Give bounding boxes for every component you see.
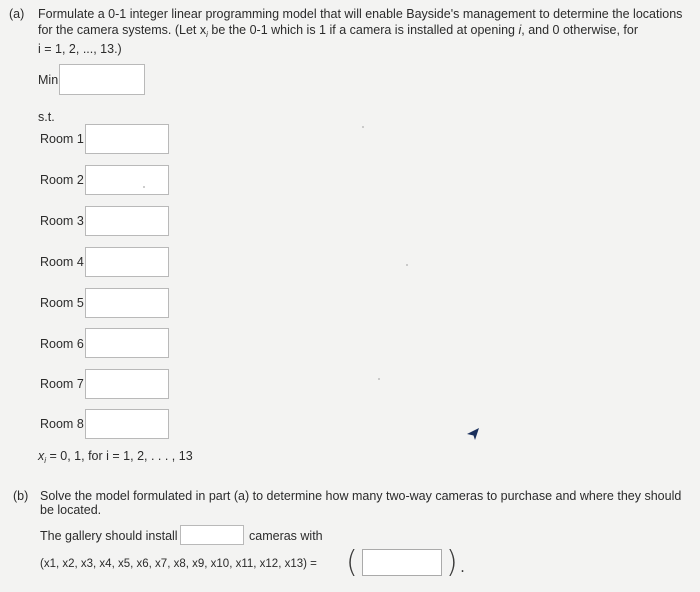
st-label: s.t. <box>38 110 55 124</box>
room-3-label: Room 3 <box>40 214 84 228</box>
objective-input[interactable] <box>59 64 145 95</box>
line2-mid: be the 0-1 which is 1 if a camera is installed at opening <box>207 23 519 37</box>
domain-line: $x_i = 0$, 1, for i = 1, 2, . . . , 13 <box>38 449 193 465</box>
room-6-label: Room 6 <box>40 337 84 351</box>
speck <box>378 378 380 380</box>
part-b-label: (b) <box>13 489 29 503</box>
room-2-label: Room 2 <box>40 173 84 187</box>
room-2-constraint-input[interactable] <box>85 165 169 195</box>
room-3-constraint-input[interactable] <box>85 206 169 236</box>
room-7-constraint-input[interactable] <box>85 369 169 399</box>
domain-text: = 0, 1, for i = 1, 2, . . . , 13 <box>49 449 193 463</box>
room-4-label: Room 4 <box>40 255 84 269</box>
room-4-constraint-input[interactable] <box>85 247 169 277</box>
part-a-text-line1: Formulate a 0-1 integer linear programming model that will enable Bayside's management to determine the locations <box>38 7 683 21</box>
room-8-constraint-input[interactable] <box>85 409 169 439</box>
mouse-pointer-icon <box>466 426 480 442</box>
part-a-label: (a) <box>9 7 25 21</box>
camera-count-input[interactable] <box>180 525 244 545</box>
install-post: cameras with <box>249 529 323 543</box>
room-1-constraint-input[interactable] <box>85 124 169 154</box>
open-paren: ( <box>346 545 358 580</box>
speck <box>143 186 145 188</box>
part-b-text-line1: Solve the model formulated in part (a) to determine how many two-way cameras to purchase and where they should <box>40 489 682 503</box>
speck <box>362 126 364 128</box>
camera-locations-input[interactable] <box>362 549 442 576</box>
part-b-text-line2: be located. <box>40 503 102 517</box>
line2-i: i <box>518 23 522 37</box>
room-7-label: Room 7 <box>40 377 84 391</box>
install-pre: The gallery should install <box>40 529 178 543</box>
line2-pre: for the camera systems. (Let x <box>38 23 207 37</box>
room-8-label: Room 8 <box>40 417 84 431</box>
close-paren: ). <box>446 545 468 580</box>
vector-label: (x1, x2, x3, x4, x5, x6, x7, x8, x9, x10, x11, x12, x13) = <box>40 558 317 570</box>
line2-post: , and 0 otherwise, for <box>521 23 638 37</box>
speck <box>406 264 408 266</box>
part-a-text-line2 <box>38 23 638 42</box>
room-1-label: Room 1 <box>40 132 84 146</box>
room-5-constraint-input[interactable] <box>85 288 169 318</box>
room-5-label: Room 5 <box>40 296 84 310</box>
room-6-constraint-input[interactable] <box>85 328 169 358</box>
line2-sub: i <box>206 30 208 39</box>
min-label: Min <box>38 73 59 87</box>
part-a-text-line3: i = 1, 2, ..., 13.) <box>38 42 122 56</box>
